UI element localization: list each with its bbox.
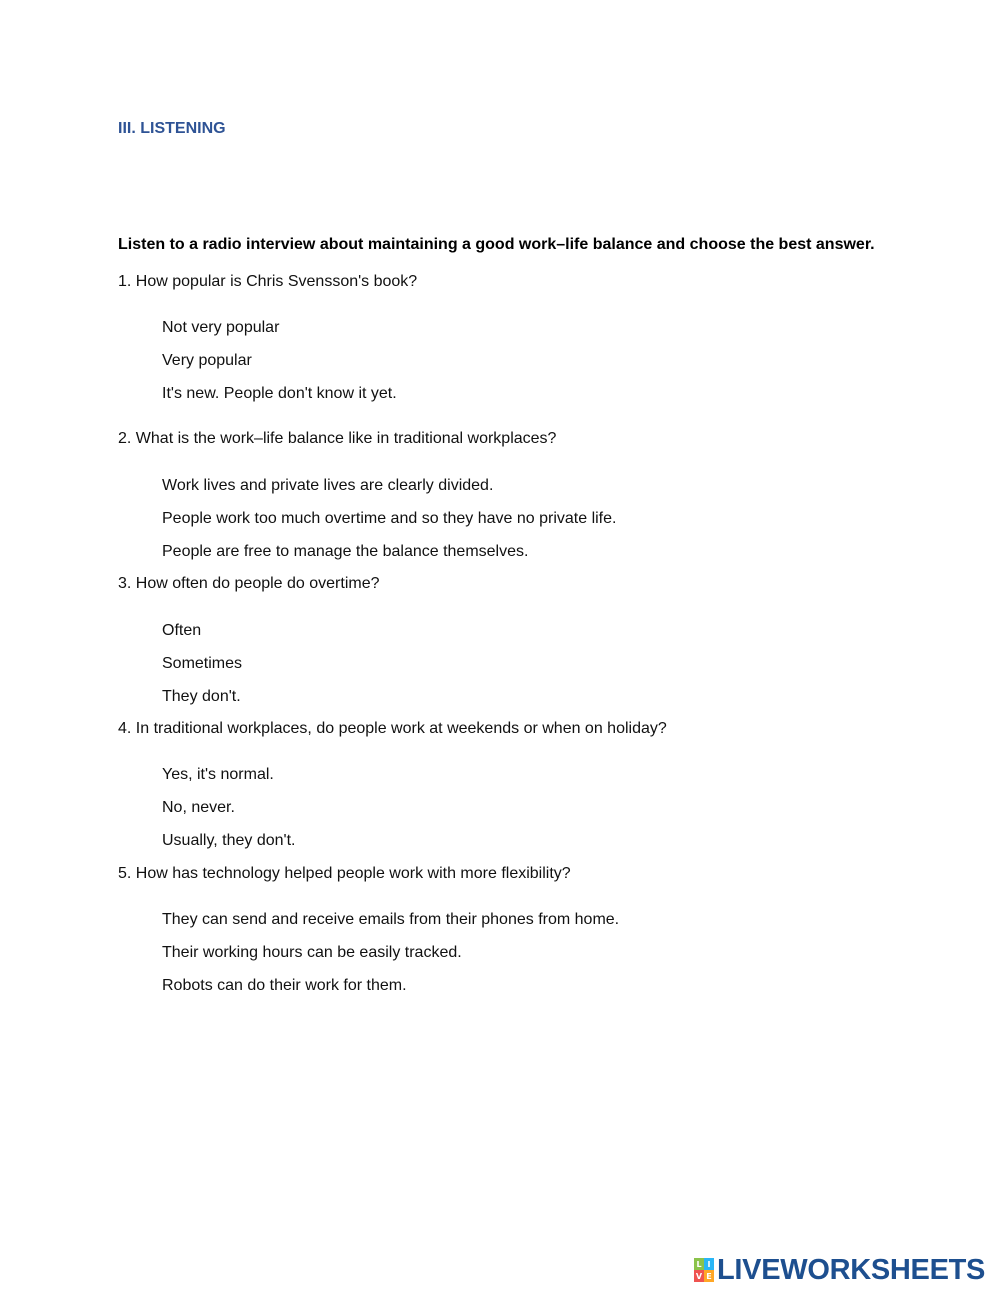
question-3-option-1[interactable]: Often <box>162 622 202 639</box>
question-2: 2. What is the work–life balance like in traditional workplaces? <box>118 430 557 447</box>
logo-mark-letter-e: E <box>704 1270 714 1282</box>
question-2-option-2[interactable]: People work too much overtime and so they have no private life. <box>162 510 617 527</box>
question-3-option-2[interactable]: Sometimes <box>162 655 243 672</box>
logo-mark-letter-i: I <box>704 1258 714 1270</box>
question-1-option-3[interactable]: It's new. People don't know it yet. <box>162 385 397 402</box>
question-2-option-1[interactable]: Work lives and private lives are clearly divided. <box>162 477 494 494</box>
question-5-option-3[interactable]: Robots can do their work for them. <box>162 977 407 994</box>
question-5: 5. How has technology helped people work with more flexibility? <box>118 865 571 882</box>
question-4-option-1[interactable]: Yes, it's normal. <box>162 766 274 783</box>
question-1-option-1[interactable]: Not very popular <box>162 319 280 336</box>
question-1-option-2[interactable]: Very popular <box>162 352 252 369</box>
logo-mark-letter-l: L <box>694 1258 704 1270</box>
liveworksheets-logo <box>694 1255 985 1285</box>
question-4-option-3[interactable]: Usually, they don't. <box>162 832 296 849</box>
question-4-option-2[interactable]: No, never. <box>162 799 235 816</box>
question-4: 4. In traditional workplaces, do people work at weekends or when on holiday? <box>118 720 667 737</box>
section-title: III. LISTENING <box>118 120 226 137</box>
question-3-option-3[interactable]: They don't. <box>162 688 241 705</box>
question-1: 1. How popular is Chris Svensson's book? <box>118 273 418 290</box>
logo-mark-icon <box>694 1258 714 1282</box>
question-5-option-1[interactable]: They can send and receive emails from their phones from home. <box>162 911 620 928</box>
question-5-option-2[interactable]: Their working hours can be easily tracked. <box>162 944 462 961</box>
instructions: Listen to a radio interview about maintaining a good work–life balance and choose the best answer. <box>118 236 875 253</box>
question-2-option-3[interactable]: People are free to manage the balance themselves. <box>162 543 529 560</box>
logo-mark-letter-v: V <box>695 1271 703 1281</box>
question-3: 3. How often do people do overtime? <box>118 575 380 592</box>
logo-text: LIVEWORKSHEETS <box>717 1254 986 1286</box>
